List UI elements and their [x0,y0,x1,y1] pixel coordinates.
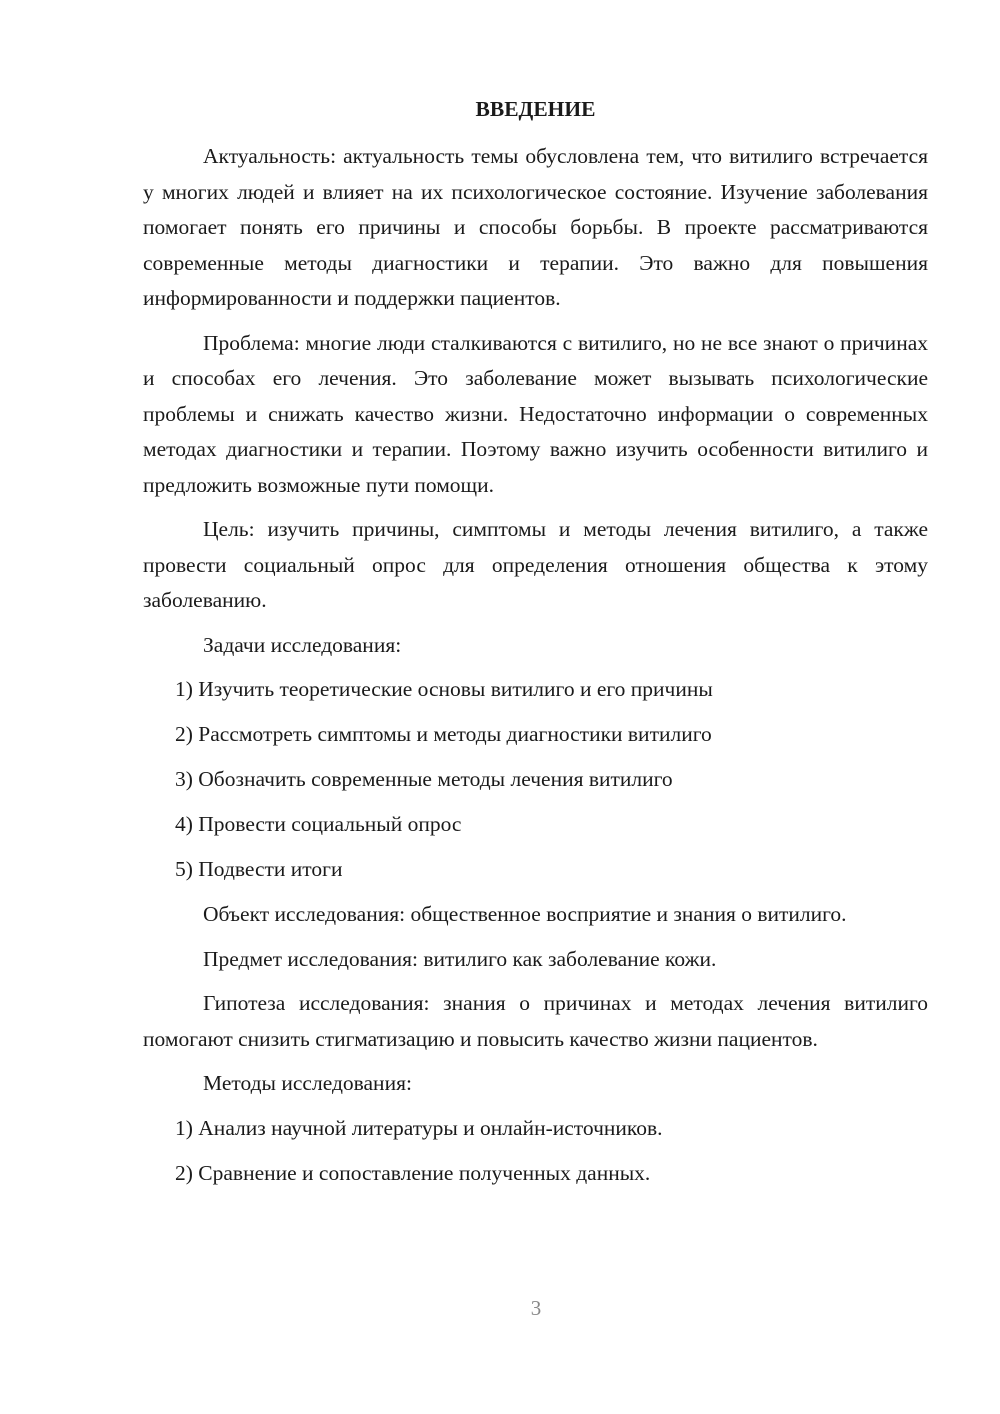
problem-paragraph: Проблема: многие люди сталкиваются с витилиго, но не все знают о причинах и способах его лечения. Это заболевание может вызывать психологические проблемы и снижать качество жизни. Недостаточно информации о современных методах диагностики и терапии. Поэтому важно изучить особенности витилиго и предложить возможные пути помощи. [143,330,928,497]
hypothesis-paragraph: Гипотеза исследования: знания о причинах и методах лечения витилиго помогают снизить стигматизацию и повысить качество жизни пациентов. [143,991,928,1051]
document-page [143,92,928,1201]
methods-heading: Методы исследования: [203,1071,412,1095]
subject-paragraph: Предмет исследования: витилиго как заболевание кожи. [203,946,717,971]
task-item: 2) Рассмотреть симптомы и методы диагностики витилиго [175,722,712,746]
tasks-heading: Задачи исследования: [203,632,402,657]
task-item: 4) Провести социальный опрос [175,812,462,836]
object-paragraph: Объект исследования: общественное восприятие и знания о витилиго. [203,902,847,926]
section-title: ВВЕДЕНИЕ [475,97,596,121]
relevance-paragraph: Актуальность: актуальность темы обусловлена тем, что витилиго встречается у многих людей и влияет на их психологическое состояние. Изучение заболевания помогает понять его причины и способы борьбы. В проекте рассматриваются современные методы диагностики и терапии. Это важно для повышения информированности и поддержки пациентов. [143,144,928,310]
task-item: 3) Обозначить современные методы лечения витилиго [175,767,673,791]
task-item: 1) Изучить теоретические основы витилиго и его причины [175,677,713,701]
goal-paragraph: Цель: изучить причины, симптомы и методы лечения витилиго, а также провести социальный опрос для определения отношения общества к этому заболеванию. [143,517,928,612]
task-item: 5) Подвести итоги [175,857,343,881]
page-number: 3 [530,1296,542,1320]
method-item: 2) Сравнение и сопоставление полученных данных. [175,1160,651,1185]
method-item: 1) Анализ научной литературы и онлайн-источников. [175,1115,663,1140]
methods-list [143,1111,928,1192]
tasks-list [143,672,928,888]
